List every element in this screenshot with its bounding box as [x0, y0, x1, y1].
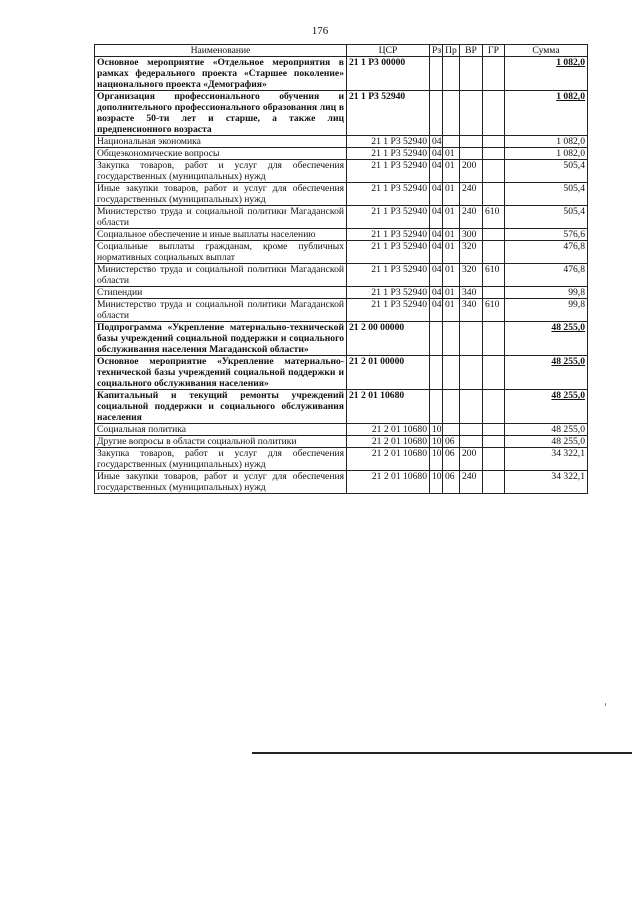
cell-rz: 10 — [430, 424, 443, 436]
cell-sum: 476,8 — [505, 241, 588, 264]
cell-gr — [483, 471, 505, 494]
cell-vr — [460, 148, 483, 160]
cell-name: Социальные выплаты гражданам, кроме публичных нормативных социальных выплат — [95, 241, 347, 264]
cell-rz: 04 — [430, 299, 443, 322]
cell-name: Социальное обеспечение и иные выплаты населению — [95, 229, 347, 241]
cell-vr — [460, 322, 483, 356]
cell-gr: 610 — [483, 206, 505, 229]
cell-csr: 21 1 Р3 52940 — [347, 287, 430, 299]
cell-sum: 1 082,0 — [505, 136, 588, 148]
cell-gr — [483, 448, 505, 471]
cell-name: Подпрограмма «Укрепление материально-технической базы учреждений социальной поддержки и социального обслуживания населения Магаданской области» — [95, 322, 347, 356]
cell-pr: 01 — [443, 229, 460, 241]
cell-rz: 04 — [430, 264, 443, 287]
cell-rz: 04 — [430, 206, 443, 229]
cell-pr: 06 — [443, 436, 460, 448]
table-row — [95, 322, 588, 356]
cell-gr — [483, 322, 505, 356]
footer-rule — [252, 752, 632, 754]
table-row — [95, 57, 588, 91]
cell-name: Министерство труда и социальной политики Магаданской области — [95, 299, 347, 322]
header-name: Наименование — [95, 45, 347, 57]
cell-sum: 1 082,0 — [505, 91, 588, 136]
cell-sum: 505,4 — [505, 183, 588, 206]
table-row — [95, 183, 588, 206]
cell-csr: 21 1 Р3 52940 — [347, 299, 430, 322]
cell-rz: 10 — [430, 471, 443, 494]
cell-gr — [483, 136, 505, 148]
cell-name: Организация профессионального обучения и дополнительного профессионального образования лиц в возрасте 50-ти лет и старше, а также лиц предпенсионного возраста — [95, 91, 347, 136]
cell-gr — [483, 356, 505, 390]
cell-name: Другие вопросы в области социальной политики — [95, 436, 347, 448]
cell-csr: 21 2 01 10680 — [347, 471, 430, 494]
cell-name: Министерство труда и социальной политики Магаданской области — [95, 206, 347, 229]
table-row — [95, 206, 588, 229]
cell-gr: 610 — [483, 299, 505, 322]
cell-vr — [460, 136, 483, 148]
cell-vr — [460, 91, 483, 136]
cell-sum: 48 255,0 — [505, 322, 588, 356]
cell-csr: 21 1 Р3 52940 — [347, 241, 430, 264]
cell-sum: 48 255,0 — [505, 390, 588, 424]
cell-gr — [483, 241, 505, 264]
cell-vr — [460, 356, 483, 390]
cell-csr: 21 1 Р3 52940 — [347, 183, 430, 206]
cell-csr: 21 1 Р3 52940 — [347, 136, 430, 148]
cell-gr — [483, 436, 505, 448]
cell-rz: 04 — [430, 136, 443, 148]
cell-vr: 240 — [460, 471, 483, 494]
cell-gr — [483, 287, 505, 299]
table-row — [95, 160, 588, 183]
cell-name: Общеэкономические вопросы — [95, 148, 347, 160]
cell-rz: 10 — [430, 436, 443, 448]
cell-name: Капитальный и текущий ремонты учреждений социальной поддержки и социального обслуживания населения — [95, 390, 347, 424]
cell-gr — [483, 390, 505, 424]
cell-name: Социальная политика — [95, 424, 347, 436]
cell-gr — [483, 148, 505, 160]
cell-sum: 99,8 — [505, 287, 588, 299]
cell-name: Стипендии — [95, 287, 347, 299]
cell-sum: 476,8 — [505, 264, 588, 287]
cell-name: Основное мероприятие «Укрепление материально-технической базы учреждений социальной поддержки и социального обслуживания населения» — [95, 356, 347, 390]
cell-sum: 34 322,1 — [505, 471, 588, 494]
cell-sum: 576,6 — [505, 229, 588, 241]
table-row — [95, 299, 588, 322]
cell-vr — [460, 57, 483, 91]
cell-pr: 06 — [443, 448, 460, 471]
table-row — [95, 91, 588, 136]
header-csr: ЦСР — [347, 45, 430, 57]
table-row — [95, 471, 588, 494]
table-row — [95, 356, 588, 390]
cell-gr — [483, 57, 505, 91]
cell-gr — [483, 424, 505, 436]
cell-pr — [443, 136, 460, 148]
cell-csr: 21 2 01 10680 — [347, 390, 430, 424]
header-sum: Сумма — [505, 45, 588, 57]
cell-rz: 10 — [430, 448, 443, 471]
table-row — [95, 264, 588, 287]
cell-vr — [460, 390, 483, 424]
cell-vr: 200 — [460, 160, 483, 183]
cell-vr: 340 — [460, 299, 483, 322]
cell-rz: 04 — [430, 287, 443, 299]
cell-csr: 21 2 01 10680 — [347, 424, 430, 436]
cell-csr: 21 2 01 10680 — [347, 436, 430, 448]
table-body — [95, 57, 588, 494]
cell-csr: 21 1 Р3 52940 — [347, 229, 430, 241]
cell-pr: 01 — [443, 183, 460, 206]
cell-vr: 200 — [460, 448, 483, 471]
table-row — [95, 424, 588, 436]
cell-csr: 21 2 00 00000 — [347, 322, 430, 356]
cell-vr: 240 — [460, 183, 483, 206]
cell-gr: 610 — [483, 264, 505, 287]
cell-rz: 04 — [430, 241, 443, 264]
cell-rz: 04 — [430, 160, 443, 183]
cell-gr — [483, 91, 505, 136]
scan-speck — [605, 703, 606, 706]
cell-pr: 01 — [443, 160, 460, 183]
cell-name: Основное мероприятие «Отдельное мероприятия в рамках федерального проекта «Старшее поколение» национального проекта «Демография» — [95, 57, 347, 91]
cell-sum: 34 322,1 — [505, 448, 588, 471]
cell-gr — [483, 183, 505, 206]
cell-pr — [443, 356, 460, 390]
cell-pr — [443, 322, 460, 356]
cell-vr: 340 — [460, 287, 483, 299]
cell-csr: 21 1 Р3 52940 — [347, 91, 430, 136]
cell-pr: 01 — [443, 241, 460, 264]
cell-sum: 48 255,0 — [505, 436, 588, 448]
cell-pr — [443, 390, 460, 424]
cell-csr: 21 1 Р3 52940 — [347, 264, 430, 287]
table-row — [95, 136, 588, 148]
cell-vr: 240 — [460, 206, 483, 229]
table-row — [95, 436, 588, 448]
cell-pr — [443, 91, 460, 136]
table-row — [95, 241, 588, 264]
cell-pr: 01 — [443, 148, 460, 160]
cell-pr — [443, 424, 460, 436]
cell-rz — [430, 91, 443, 136]
table-row — [95, 448, 588, 471]
page-number: 176 — [311, 25, 329, 37]
cell-gr — [483, 229, 505, 241]
cell-vr — [460, 424, 483, 436]
cell-sum: 99,8 — [505, 299, 588, 322]
cell-rz — [430, 390, 443, 424]
cell-sum: 48 255,0 — [505, 424, 588, 436]
cell-vr: 320 — [460, 241, 483, 264]
cell-gr — [483, 160, 505, 183]
table-row — [95, 148, 588, 160]
table-header-row — [95, 45, 588, 57]
cell-pr: 01 — [443, 299, 460, 322]
cell-pr: 01 — [443, 287, 460, 299]
cell-name: Закупка товаров, работ и услуг для обеспечения государственных (муниципальных) нужд — [95, 448, 347, 471]
cell-sum: 505,4 — [505, 206, 588, 229]
cell-sum: 1 082,0 — [505, 57, 588, 91]
cell-pr: 06 — [443, 471, 460, 494]
cell-name: Закупка товаров, работ и услуг для обеспечения государственных (муниципальных) нужд — [95, 160, 347, 183]
cell-csr: 21 1 Р3 52940 — [347, 206, 430, 229]
cell-sum: 505,4 — [505, 160, 588, 183]
cell-csr: 21 1 Р3 52940 — [347, 160, 430, 183]
cell-rz — [430, 322, 443, 356]
cell-csr: 21 2 01 00000 — [347, 356, 430, 390]
budget-table — [94, 44, 588, 494]
cell-pr — [443, 57, 460, 91]
cell-csr: 21 1 Р3 52940 — [347, 148, 430, 160]
cell-csr: 21 2 01 10680 — [347, 448, 430, 471]
cell-rz: 04 — [430, 229, 443, 241]
cell-rz: 04 — [430, 183, 443, 206]
header-rz: Рз — [430, 45, 443, 57]
cell-rz — [430, 57, 443, 91]
cell-name: Национальная экономика — [95, 136, 347, 148]
cell-rz: 04 — [430, 148, 443, 160]
cell-name: Иные закупки товаров, работ и услуг для обеспечения государственных (муниципальных) нужд — [95, 183, 347, 206]
cell-name: Министерство труда и социальной политики Магаданской области — [95, 264, 347, 287]
cell-sum: 1 082,0 — [505, 148, 588, 160]
cell-name: Иные закупки товаров, работ и услуг для обеспечения государственных (муниципальных) нужд — [95, 471, 347, 494]
table-row — [95, 229, 588, 241]
cell-vr: 300 — [460, 229, 483, 241]
header-vr: ВР — [460, 45, 483, 57]
cell-pr: 01 — [443, 206, 460, 229]
header-gr: ГР — [483, 45, 505, 57]
cell-sum: 48 255,0 — [505, 356, 588, 390]
table-row — [95, 287, 588, 299]
table-row — [95, 390, 588, 424]
cell-pr: 01 — [443, 264, 460, 287]
cell-vr: 320 — [460, 264, 483, 287]
header-pr: Пр — [443, 45, 460, 57]
cell-rz — [430, 356, 443, 390]
cell-vr — [460, 436, 483, 448]
cell-csr: 21 1 Р3 00000 — [347, 57, 430, 91]
